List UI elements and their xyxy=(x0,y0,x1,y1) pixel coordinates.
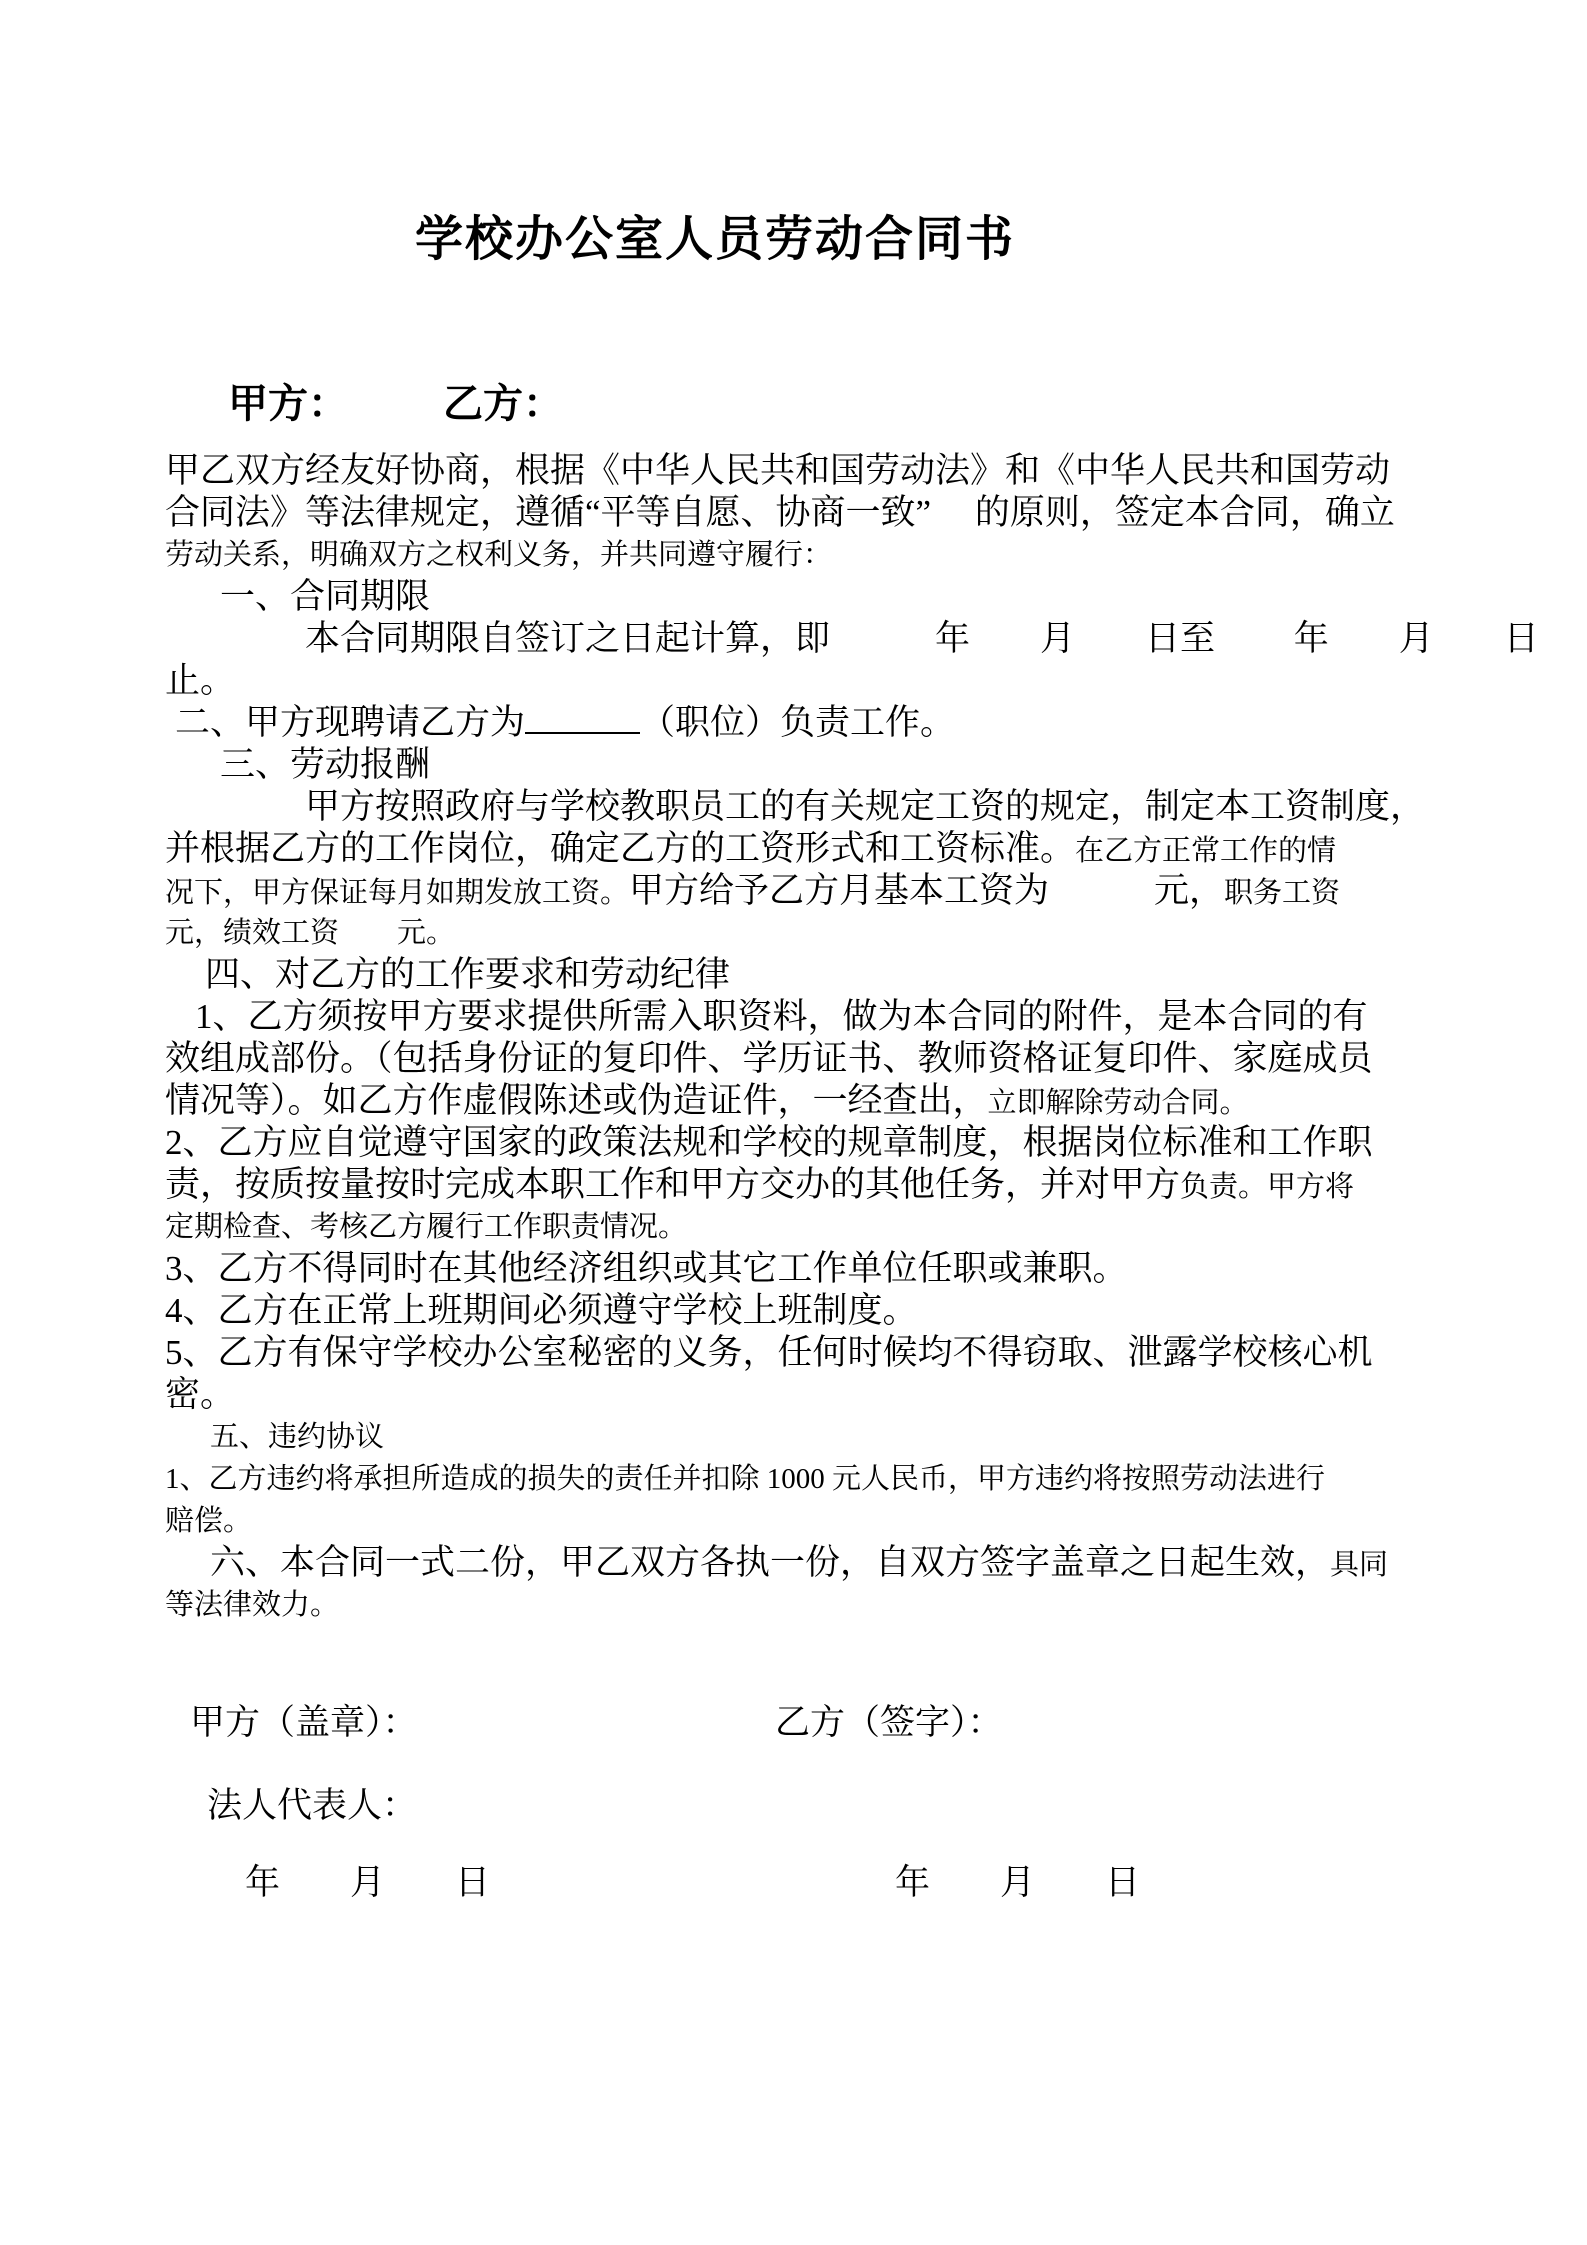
discipline-item2-line1: 2、乙方应自觉遵守国家的政策法规和学校的规章制度，根据岗位标准和工作职 xyxy=(165,1123,1373,1162)
salary-line-2: 并根据乙方的工作岗位，确定乙方的工资形式和工资标准。在乙方正常工作的情 xyxy=(165,829,1337,868)
discipline-item3: 3、乙方不得同时在其他经济组织或其它工作单位任职或兼职。 xyxy=(165,1249,1128,1288)
breach-line-1: 1、乙方违约将承担所造成的损失的责任并扣除 1000 元人民币，甲方违约将按照劳动法进行 xyxy=(165,1463,1326,1495)
discipline-item4: 4、乙方在正常上班期间必须遵守学校上班制度。 xyxy=(165,1291,918,1330)
section-heading-salary: 三、劳动报酬 xyxy=(220,745,431,784)
discipline-item2-line2: 责，按质按量按时完成本职工作和甲方交办的其他任务，并对甲方负责。甲方将 xyxy=(165,1165,1355,1204)
intro-line-3: 劳动关系，明确双方之权利义务，并共同遵守履行： xyxy=(165,539,833,571)
term-dates-line: 本合同期限自签订之日起计算，即 年 月 日至 年 月 日 xyxy=(305,619,1539,658)
date-line-left: 年 月 日 xyxy=(245,1863,491,1902)
section-copies-line2: 等法律效力。 xyxy=(165,1589,340,1621)
salary-line-4: 元，绩效工资 元。 xyxy=(165,917,456,949)
party-a-seal-label: 甲方（盖章）： xyxy=(190,1703,418,1742)
section-heading-term: 一、合同期限 xyxy=(220,577,431,616)
section-position-line: 二、甲方现聘请乙方为 （职位）负责工作。 xyxy=(175,703,956,742)
discipline-item5-line2: 密。 xyxy=(165,1375,236,1414)
discipline-item5-line1: 5、乙方有保守学校办公室秘密的义务，任何时候均不得窃取、泄露学校核心机 xyxy=(165,1333,1373,1372)
breach-line-2: 赔偿。 xyxy=(165,1505,253,1537)
contract-body xyxy=(165,450,1539,1626)
legal-representative-label: 法人代表人： xyxy=(207,1786,418,1825)
term-end-line: 止。 xyxy=(165,661,236,700)
position-blank-underline xyxy=(525,702,640,734)
discipline-item1-line3: 情况等）。如乙方作虚假陈述或伪造证件，一经查出，立即解除劳动合同。 xyxy=(165,1081,1249,1120)
section-copies-line1: 六、本合同一式二份，甲乙双方各执一份，自双方签字盖章之日起生效，具同 xyxy=(210,1543,1389,1582)
section-heading-discipline: 四、对乙方的工作要求和劳动纪律 xyxy=(205,955,731,994)
party-b-label: 乙方： xyxy=(443,381,563,426)
salary-line-3: 况下，甲方保证每月如期发放工资。甲方给予乙方月基本工资为 元，职务工资 xyxy=(165,871,1341,910)
intro-line-1: 甲乙双方经友好协商，根据《中华人民共和国劳动法》和《中华人民共和国劳动 xyxy=(165,451,1391,490)
party-a-label: 甲方： xyxy=(228,381,348,426)
salary-line-1: 甲方按照政府与学校教职员工的有关规定工资的规定，制定本工资制度， xyxy=(305,787,1426,826)
discipline-item1-line2: 效组成部份。（包括身份证的复印件、学历证书、教师资格证复印件、家庭成员 xyxy=(165,1039,1373,1078)
party-b-signature-label: 乙方（签字）： xyxy=(775,1703,1003,1742)
intro-line-2: 合同法》等法律规定，遵循“平等自愿、协商一致” 的原则，签定本合同，确立 xyxy=(165,493,1395,532)
discipline-item2-line3: 定期检查、考核乙方履行工作职责情况。 xyxy=(165,1211,688,1243)
date-line-right: 年 月 日 xyxy=(895,1863,1141,1902)
section-heading-breach: 五、违约协议 xyxy=(210,1421,385,1453)
discipline-item1-line1: 1、乙方须按甲方要求提供所需入职资料，做为本合同的附件，是本合同的有 xyxy=(195,997,1368,1036)
document-title: 学校办公室人员劳动合同书 xyxy=(414,213,1015,266)
